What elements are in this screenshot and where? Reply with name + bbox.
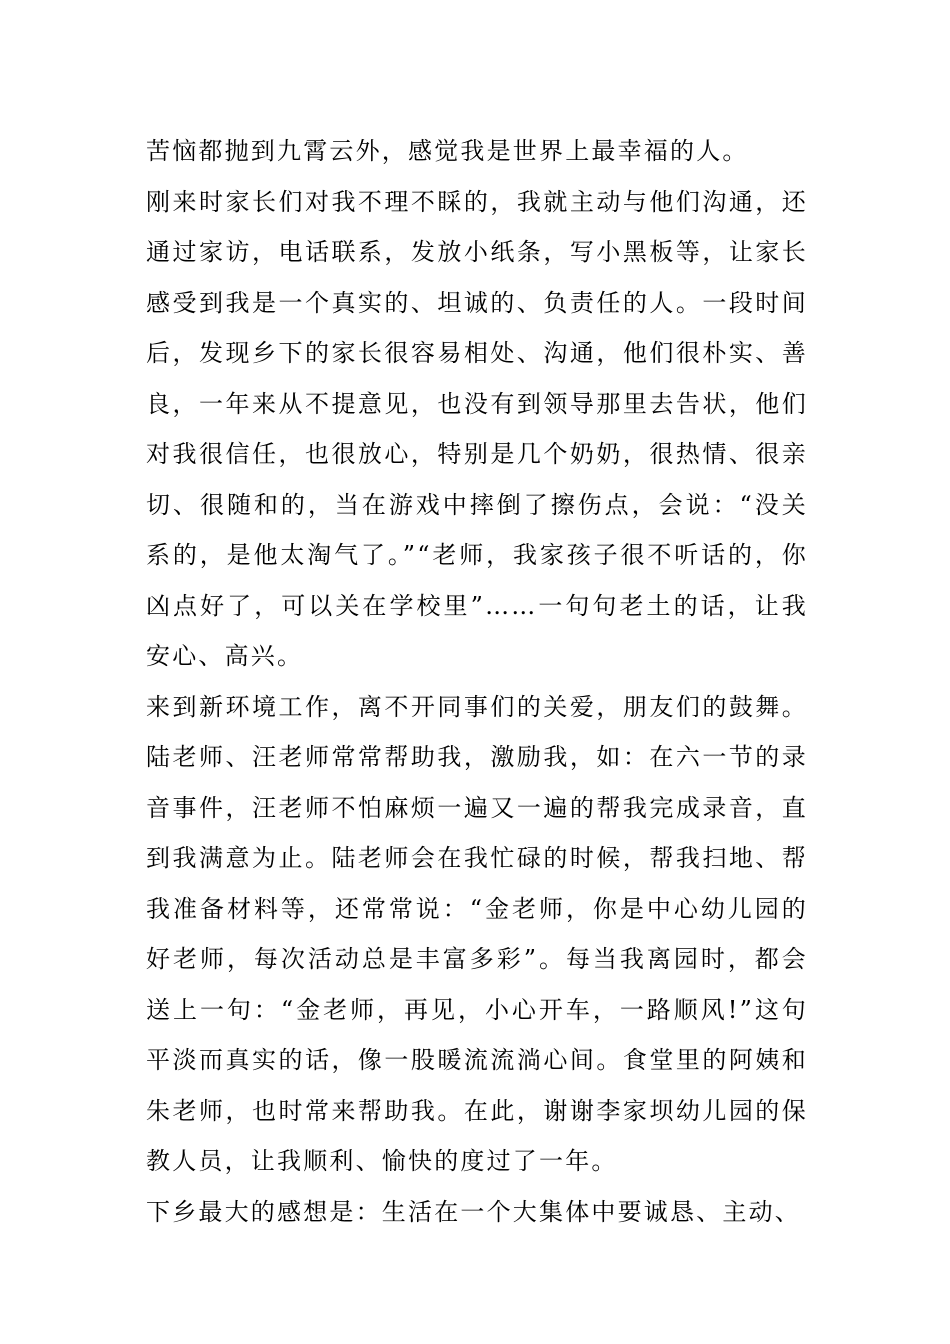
paragraph-2: 刚来时家长们对我不理不睬的，我就主动与他们沟通，还通过家访，电话联系，发放小纸条，写小黑板等，让家长感受到我是一个真实的、坦诚的、负责任的人。一段时间后，发现乡下的家长很容易相处、沟通，他们很朴实、善良，一年来从不提意见，也没有到领导那里去告状，他们对我很信任，也很放心，特别是几个奶奶，很热情、很亲切、很随和的，当在游戏中摔倒了擦伤点，会说：“没关系的，是他太淘气了。”“老师，我家孩子很不听话的，你凶点好了，可以关在学校里”……一句句老土的话，让我安心、高兴。 bbox=[146, 187, 808, 670]
paragraph-4: 下乡最大的感想是：生活在一个大集体中要诚恳、主动、 bbox=[146, 1197, 801, 1226]
paragraph-3: 来到新环境工作，离不开同事们的关爱，朋友们的鼓舞。陆老师、汪老师常常帮助我，激励我，如：在六一节的录音事件，汪老师不怕麻烦一遍又一遍的帮我完成录音，直到我满意为止。陆老师会在我忙碌的时候，帮我扫地、帮我准备材料等，还常常说：“金老师，你是中心幼儿园的好老师，每次活动总是丰富多彩”。每当我离园时，都会送上一句：“金老师，再见，小心开车，一路顺风!”这句平淡而真实的话，像一股暖流流淌心间。食堂里的阿姨和朱老师，也时常来帮助我。在此，谢谢李家坝幼儿园的保教人员，让我顺利、愉快的度过了一年。 bbox=[146, 692, 808, 1175]
document-body bbox=[146, 126, 808, 1237]
paragraph-1: 苦恼都抛到九霄云外，感觉我是世界上最幸福的人。 bbox=[146, 137, 749, 165]
